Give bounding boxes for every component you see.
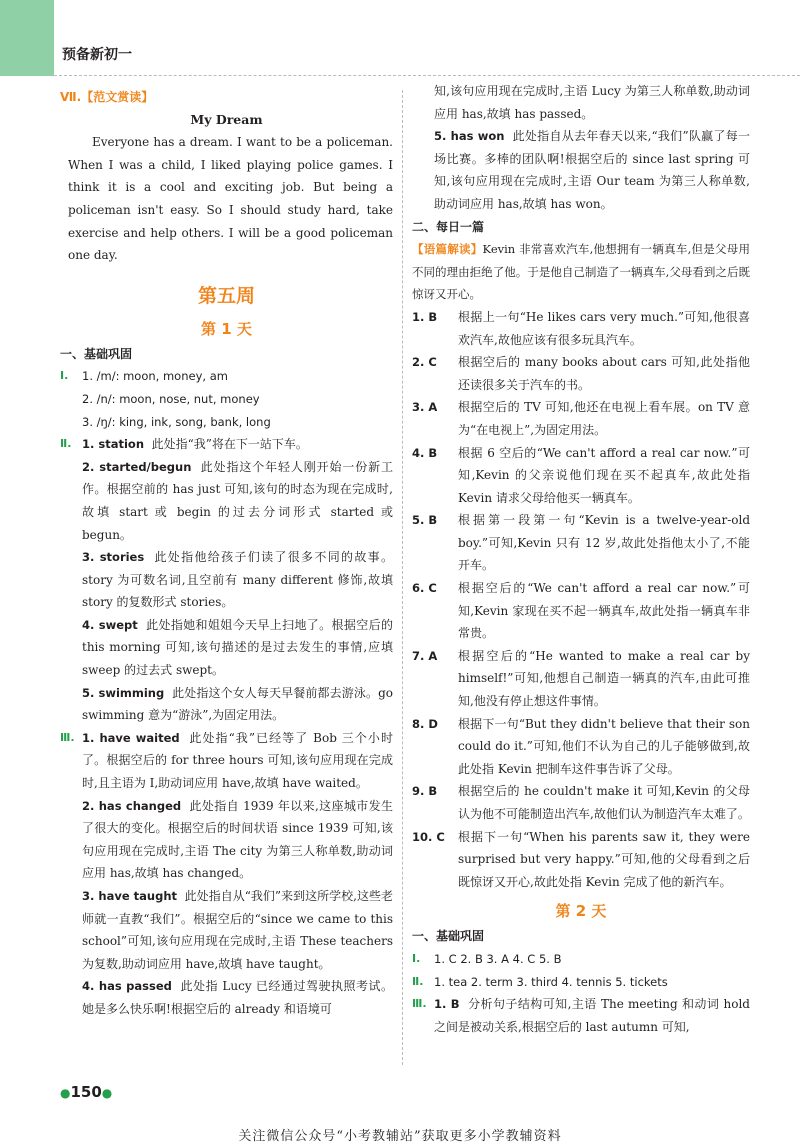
answer-line: 1. tea 2. term 3. third 4. tennis 5. tickets (434, 974, 668, 989)
answer-item: 8. D 根据下一句“But they didn't believe that their son could do it.”可知,他们不认为自己的儿子能够做到,故此处指 Kevin 把制车这件事告诉了父母。 (412, 716, 750, 776)
part-1-heading: 一、基础巩固 (412, 929, 485, 944)
day-2-title: 第 2 天 (555, 902, 607, 921)
left-column (60, 80, 393, 1021)
answer-item: 4. swept 此处指她和姐姐今天早上扫地了。根据空后的 this morning 可知,该句描述的是过去发生的事情,应填 sweep 的过去式 swept。 (82, 617, 393, 678)
answer-item: 9. B 根据空后的 he couldn't make it 可知,Kevin 的父母认为他不可能制造出汽车,故他们认为制造汽车太难了。 (412, 784, 750, 821)
week-title: 第五周 (197, 284, 255, 307)
answer-item: 3. A 根据空后的 TV 可知,他还在电视上看车展。on TV 意为“在电视上”,为固定用法。 (412, 400, 750, 437)
page-number: ●150● (60, 1083, 113, 1101)
part-2-heading: 二、每日一篇 (412, 219, 485, 234)
phonics-line: 1. /m/: moon, money, am (82, 369, 228, 384)
answer-continuation: 知,该句应用现在完成时,主语 Lucy 为第三人称单数,助动词应用 has,故填 has passed。 (434, 84, 750, 121)
analysis-text: Kevin 非常喜欢汽车,他想拥有一辆真车,但是父母用不同的理由拒绝了他。于是他自己制造了一辆真车,父母看到之后既惊讶又开心。 (412, 242, 751, 302)
footer-note: 关注微信公众号“小考教辅站”获取更多小学教辅资料 (238, 1129, 562, 1144)
answer-item: 1. B 根据上一句“He likes cars very much.”可知,他很喜欢汽车,故他应该有很多玩具汽车。 (412, 309, 750, 347)
phonics-line: 3. /ŋ/: king, ink, song, bank, long (82, 414, 271, 429)
answer-item: 1. have waited 此处指“我”已经等了 Bob 三个小时了。根据空后的 for three hours 可知,该句应用现在完成时,且主语为 I,助动词应用 have,故填 have waited。 (82, 730, 393, 791)
column-divider (402, 90, 403, 1065)
roman-numeral: Ⅲ. (412, 997, 427, 1011)
page-header-title: 预备新初一 (62, 47, 132, 63)
answer-item: 5. has won 此处指自从去年春天以来,“我们”队赢了每一场比赛。多棒的团队啊!根据空后的 since last spring 可知,该句应用现在完成时,主语 Our team 为第三人称单数,助动词应用 has,故填 has won。 (434, 129, 750, 211)
answer-item: 10. C 根据下一句“When his parents saw it, they were surprised but very happy.”可知,他的父母看到之后既惊讶又开心,故此处指 Kevin 完成了他的新汽车。 (412, 829, 750, 889)
roman-numeral: Ⅲ. (60, 730, 75, 744)
answer-item: 1. station 此处指“我”将在下一站下车。 (82, 437, 308, 452)
part-1-heading: 一、基础巩固 (60, 346, 133, 361)
corner-color-strip (0, 0, 54, 76)
right-column (412, 80, 750, 1038)
day-title: 第 1 天 (201, 319, 252, 338)
phonics-line: 2. /n/: moon, nose, nut, money (82, 391, 260, 406)
passage-analysis (412, 238, 750, 306)
header-divider (54, 75, 800, 76)
answer-item: 3. stories 此处指他给孩子们读了很多不同的故事。story 为可数名词,且空前有 many different 修饰,故填 story 的复数形式 stories。 (82, 550, 393, 610)
section-7-label: Ⅶ.【范文赏读】 (60, 90, 154, 104)
answer-item: 1. B 分析句子结构可知,主语 The meeting 和动词 hold 之间是被动关系,根据空后的 last autumn 可知, (434, 997, 750, 1034)
roman-numeral: Ⅱ. (412, 974, 424, 988)
answer-line: 1. C 2. B 3. A 4. C 5. B (434, 951, 562, 966)
answer-item: 2. has changed 此处指自 1939 年以来,这座城市发生了很大的变化。根据空后的时间状语 since 1939 可知,该句应用现在完成时,主语 The city 为第三人称单数,助动词应用 has,故填 has changed。 (82, 798, 393, 881)
essay (60, 131, 393, 267)
essay-title: My Dream (190, 111, 263, 127)
roman-3-group (412, 993, 750, 1038)
answer-item: 2. C 根据空后的 many books about cars 可知,此处指他还读很多关于汽车的书。 (412, 355, 750, 392)
roman-numeral: Ⅰ. (60, 369, 69, 383)
analysis-tag: 【语篇解读】 (412, 242, 483, 257)
answer-item: 5. swimming 此处指这个女人每天早餐前都去游泳。go swimming 意为“游泳”,为固定用法。 (82, 685, 393, 723)
roman-1-group (412, 948, 750, 971)
answer-item: 4. B 根据 6 空后的“We can't afford a real car now.”可知,Kevin 的父亲说他们现在买不起真车,故此处指 Kevin 请求父母给他买一辆真车。 (412, 445, 750, 505)
answer-item: 5. B 根据第一段第一句“Kevin is a twelve-year-old boy.”可知,Kevin 只有 12 岁,故此处指他太小了,不能开车。 (412, 513, 750, 573)
roman-1-group (60, 365, 393, 433)
answer-item: 7. A 根据空后的“He wanted to make a real car by himself!”可知,他想自己制造一辆真的汽车,由此可推知,他没有停止想这件事情。 (412, 648, 750, 709)
roman-2-group (412, 971, 750, 994)
roman-2-group (60, 433, 393, 727)
page-dot-icon: ● (101, 1086, 113, 1100)
answer-item: 3. have taught 此处指自从“我们”来到这所学校,这些老师就一直教“我们”。根据空后的“since we came to this school”可知,该句应用现在完成时,主语 These teachers 为复数,助动词应用 have,故填 have taught。 (82, 889, 393, 971)
answer-item: 2. started/begun 此处指这个年轻人刚开始一份新工作。根据空前的 has just 可知,该句的时态为现在完成时,故填 start 或 begin 的过去分词形式 started 或 begun。 (82, 459, 393, 542)
answer-item: 4. has passed 此处指 Lucy 已经通过驾驶执照考试。她是多么快乐啊!根据空后的 already 和语境可 (82, 979, 394, 1016)
roman-3-group (60, 727, 393, 1021)
page-dot-icon: ● (60, 1086, 71, 1100)
roman-numeral: Ⅱ. (60, 437, 72, 451)
answer-item: 6. C 根据空后的“We can't afford a real car now.”可知,Kevin 家现在买不起一辆真车,故此处指一辆真车非常贵。 (412, 581, 750, 641)
roman-numeral: Ⅰ. (412, 951, 421, 965)
essay-body: Everyone has a dream. I want to be a policeman. When I was a child, I liked playing police games. I think it is a cool and exciting job. But being a policeman isn't easy. So I should study hard, take exercise and help others. I will be a good policeman one day. (68, 135, 393, 263)
